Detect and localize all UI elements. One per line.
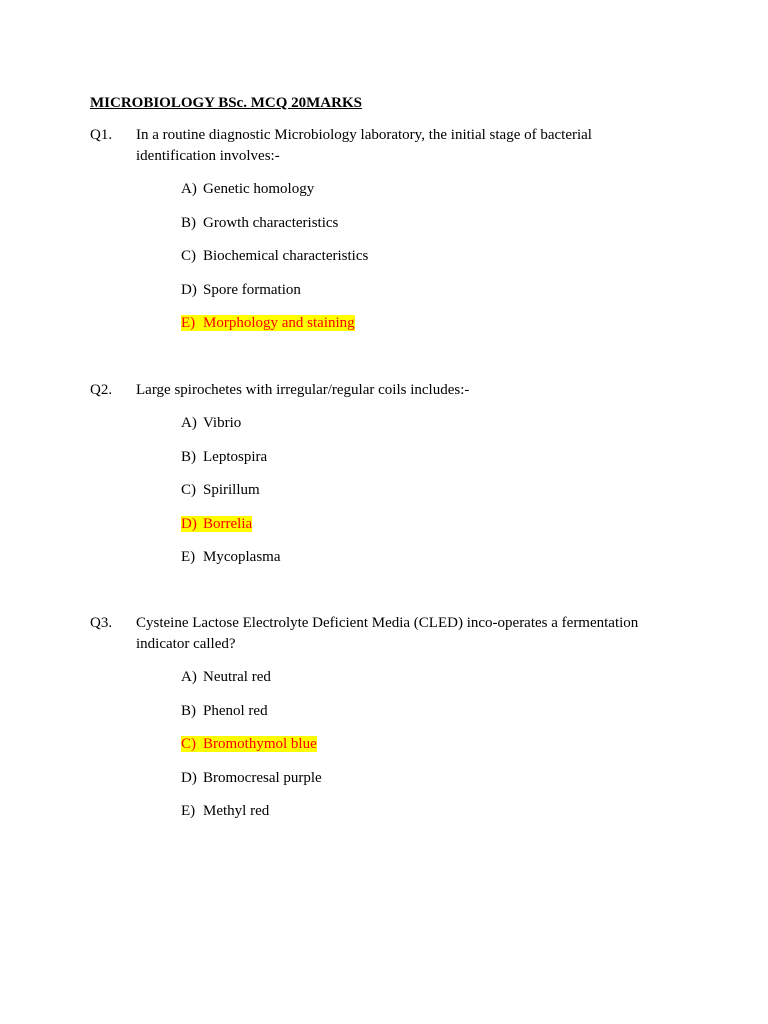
- option-letter: E): [181, 803, 196, 819]
- option-text: Borrelia: [203, 515, 253, 532]
- option-letter: B): [181, 448, 196, 465]
- option-text: Spirillum: [203, 482, 260, 498]
- option-text: Vibrio: [203, 415, 242, 431]
- option-a: [181, 667, 660, 687]
- option-letter: D): [181, 769, 197, 786]
- option-e: [181, 313, 660, 333]
- option-text: Genetic homology: [203, 181, 315, 197]
- option-d: [181, 514, 660, 534]
- option-letter: A): [181, 415, 197, 431]
- document-title: MICROBIOLOGY BSc. MCQ 20MARKS: [90, 95, 362, 111]
- option-letter: A): [181, 669, 197, 685]
- option-b: [181, 701, 660, 721]
- question-text: In a routine diagnostic Microbiology laboratory, the initial stage of bacterial identification involves:-: [136, 127, 592, 164]
- option-letter: B): [181, 702, 196, 719]
- question-text: Cysteine Lactose Electrolyte Deficient Media (CLED) inco-operates a fermentation indicator called?: [136, 615, 639, 652]
- question-number: Q1.: [90, 127, 113, 143]
- question-1: [90, 125, 660, 333]
- option-letter: C): [181, 736, 196, 752]
- option-text: Biochemical characteristics: [203, 248, 369, 264]
- option-text: Spore formation: [203, 281, 301, 298]
- option-text: Leptospira: [203, 448, 268, 465]
- option-text: Phenol red: [203, 702, 268, 719]
- option-text: Growth characteristics: [203, 214, 339, 231]
- option-text: Mycoplasma: [203, 549, 281, 565]
- option-c: [181, 246, 660, 266]
- question-text: Large spirochetes with irregular/regular coils includes:-: [136, 382, 470, 398]
- option-e: [181, 801, 660, 821]
- option-a: [181, 179, 660, 199]
- options-list: [181, 413, 660, 567]
- option-letter: B): [181, 214, 196, 231]
- option-text: Neutral red: [203, 669, 271, 685]
- option-letter: E): [181, 315, 196, 331]
- option-letter: D): [181, 281, 197, 298]
- option-c: [181, 480, 660, 500]
- option-d: [181, 280, 660, 300]
- option-c: [181, 734, 660, 754]
- option-text: Bromocresal purple: [203, 769, 322, 786]
- question-number: Q2.: [90, 382, 113, 398]
- option-letter: E): [181, 549, 196, 565]
- option-letter: A): [181, 181, 197, 197]
- option-b: [181, 447, 660, 467]
- option-letter: D): [181, 515, 197, 532]
- option-b: [181, 213, 660, 233]
- option-text: Morphology and staining: [203, 315, 355, 331]
- options-list: [181, 667, 660, 821]
- options-list: [181, 179, 660, 333]
- option-letter: C): [181, 482, 196, 498]
- option-d: [181, 768, 660, 788]
- option-text: Bromothymol blue: [203, 736, 317, 752]
- option-e: [181, 547, 660, 567]
- option-letter: C): [181, 248, 196, 264]
- question-2: [90, 380, 660, 567]
- question-number: Q3.: [90, 615, 113, 631]
- option-a: [181, 413, 660, 433]
- question-3: [90, 613, 660, 821]
- option-text: Methyl red: [203, 803, 270, 819]
